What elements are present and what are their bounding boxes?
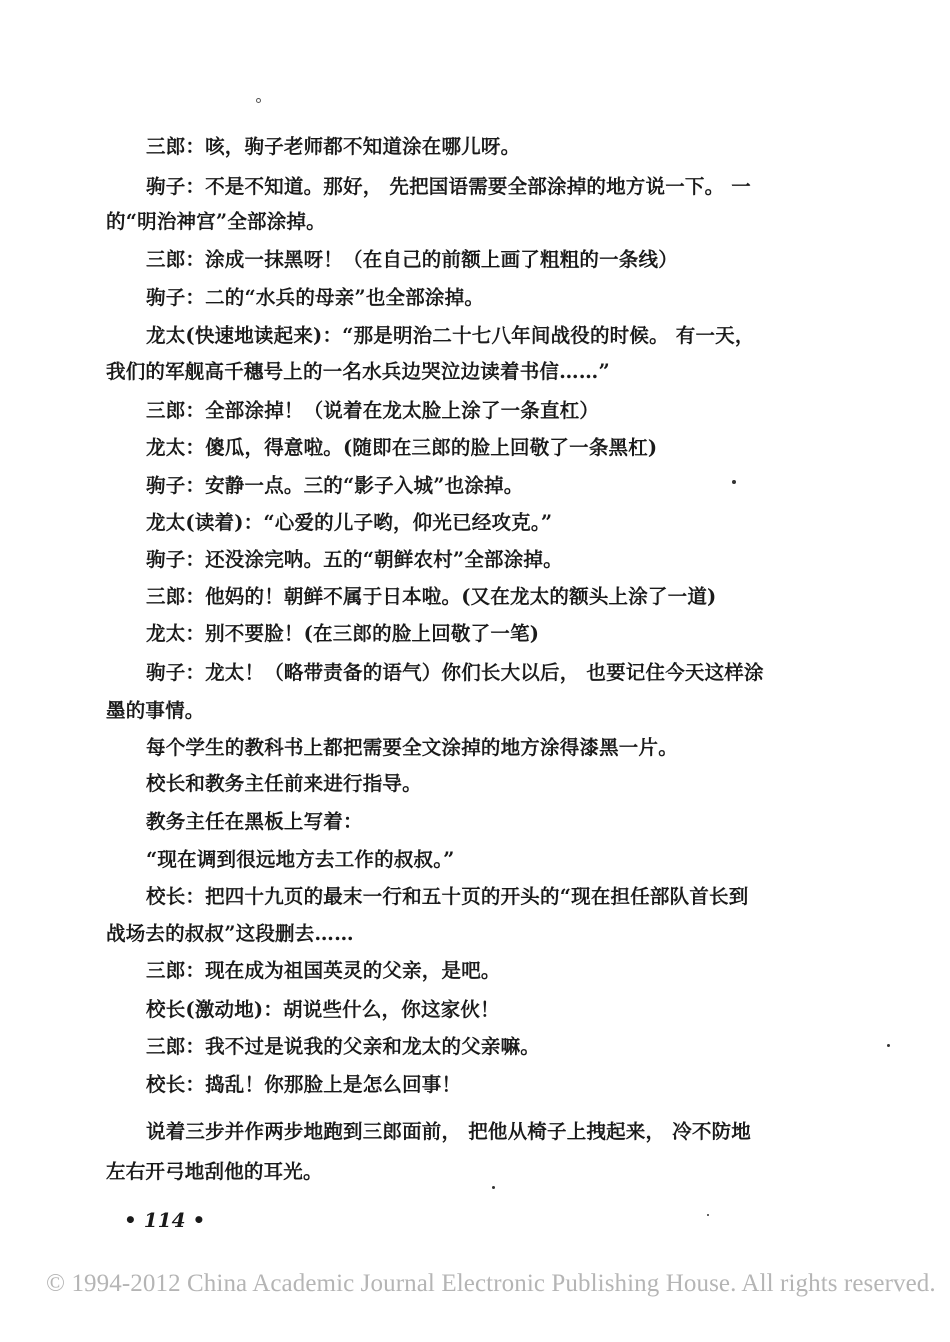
text-line: 驹子：安静一点。三的“影子入城”也涂掉。 <box>146 474 524 497</box>
scan-speck <box>492 1186 495 1189</box>
text-line: 三郎：我不过是说我的父亲和龙太的父亲嘛。 <box>146 1035 541 1058</box>
text-line: 战场去的叔叔”这段删去…… <box>106 922 354 945</box>
text-line: 校长：把四十九页的最末一行和五十页的开头的“现在担任部队首长到 <box>146 885 749 908</box>
text-line: 校长(激动地)：胡说些什么，你这家伙！ <box>146 998 500 1021</box>
scan-speck <box>707 1214 709 1216</box>
text-line: 三郎：咳，驹子老师都不知道涂在哪儿呀。 <box>146 135 521 158</box>
text-line: 校长：捣乱！你那脸上是怎么回事！ <box>146 1073 462 1096</box>
text-line: 三郎：现在成为祖国英灵的父亲，是吧。 <box>146 959 501 982</box>
text-line: 每个学生的教科书上都把需要全文涂掉的地方涂得漆黑一片。 <box>146 736 678 759</box>
text-line: 龙太(快速地读起来)：“那是明治二十七八年间战役的时候。 有一天， <box>146 324 755 347</box>
scan-speck <box>256 98 261 103</box>
copyright-notice: © 1994-2012 China Academic Journal Electronic Publishing House. All rights reserved. <box>46 1270 936 1297</box>
text-line: 驹子：二的“水兵的母亲”也全部涂掉。 <box>146 286 485 309</box>
text-line: 驹子：龙太！（略带责备的语气）你们长大以后， 也要记住今天这样涂 <box>146 661 764 684</box>
text-line: 三郎：他妈的！朝鲜不属于日本啦。(又在龙太的额头上涂了一道) <box>146 585 717 608</box>
text-line: 的“明治神宫”全部涂掉。 <box>106 210 326 233</box>
text-line: 说着三步并作两步地跑到三郎面前， 把他从椅子上拽起来， 冷不防地 <box>146 1120 751 1143</box>
text-line: 驹子：还没涂完呐。五的“朝鲜农村”全部涂掉。 <box>146 548 563 571</box>
text-line: 三郎：全部涂掉！（说着在龙太脸上涂了一条直杠） <box>146 399 600 422</box>
page-number: • 114 • <box>124 1208 206 1232</box>
text-line: 教务主任在黑板上写着： <box>146 810 363 833</box>
text-line: 三郎：涂成一抹黑呀！（在自己的前额上画了粗粗的一条线） <box>146 248 678 271</box>
text-line: 校长和教务主任前来进行指导。 <box>146 772 422 795</box>
scan-speck <box>887 1044 890 1047</box>
text-line: 我们的军舰高千穗号上的一名水兵边哭泣边读着书信……” <box>106 360 610 383</box>
text-line: “现在调到很远地方去工作的叔叔。” <box>146 848 455 871</box>
text-line: 龙太：别不要脸！(在三郎的脸上回敬了一笔) <box>146 622 540 645</box>
text-line: 龙太(读着)：“心爱的儿子哟，仰光已经攻克。” <box>146 511 553 534</box>
text-line: 左右开弓地刮他的耳光。 <box>106 1160 323 1183</box>
text-line: 驹子：不是不知道。那好， 先把国语需要全部涂掉的地方说一下。 一 <box>146 175 751 198</box>
text-line: 龙太：傻瓜，得意啦。(随即在三郎的脸上回敬了一条黑杠) <box>146 436 658 459</box>
scan-speck <box>732 480 736 484</box>
text-line: 墨的事情。 <box>106 699 205 722</box>
